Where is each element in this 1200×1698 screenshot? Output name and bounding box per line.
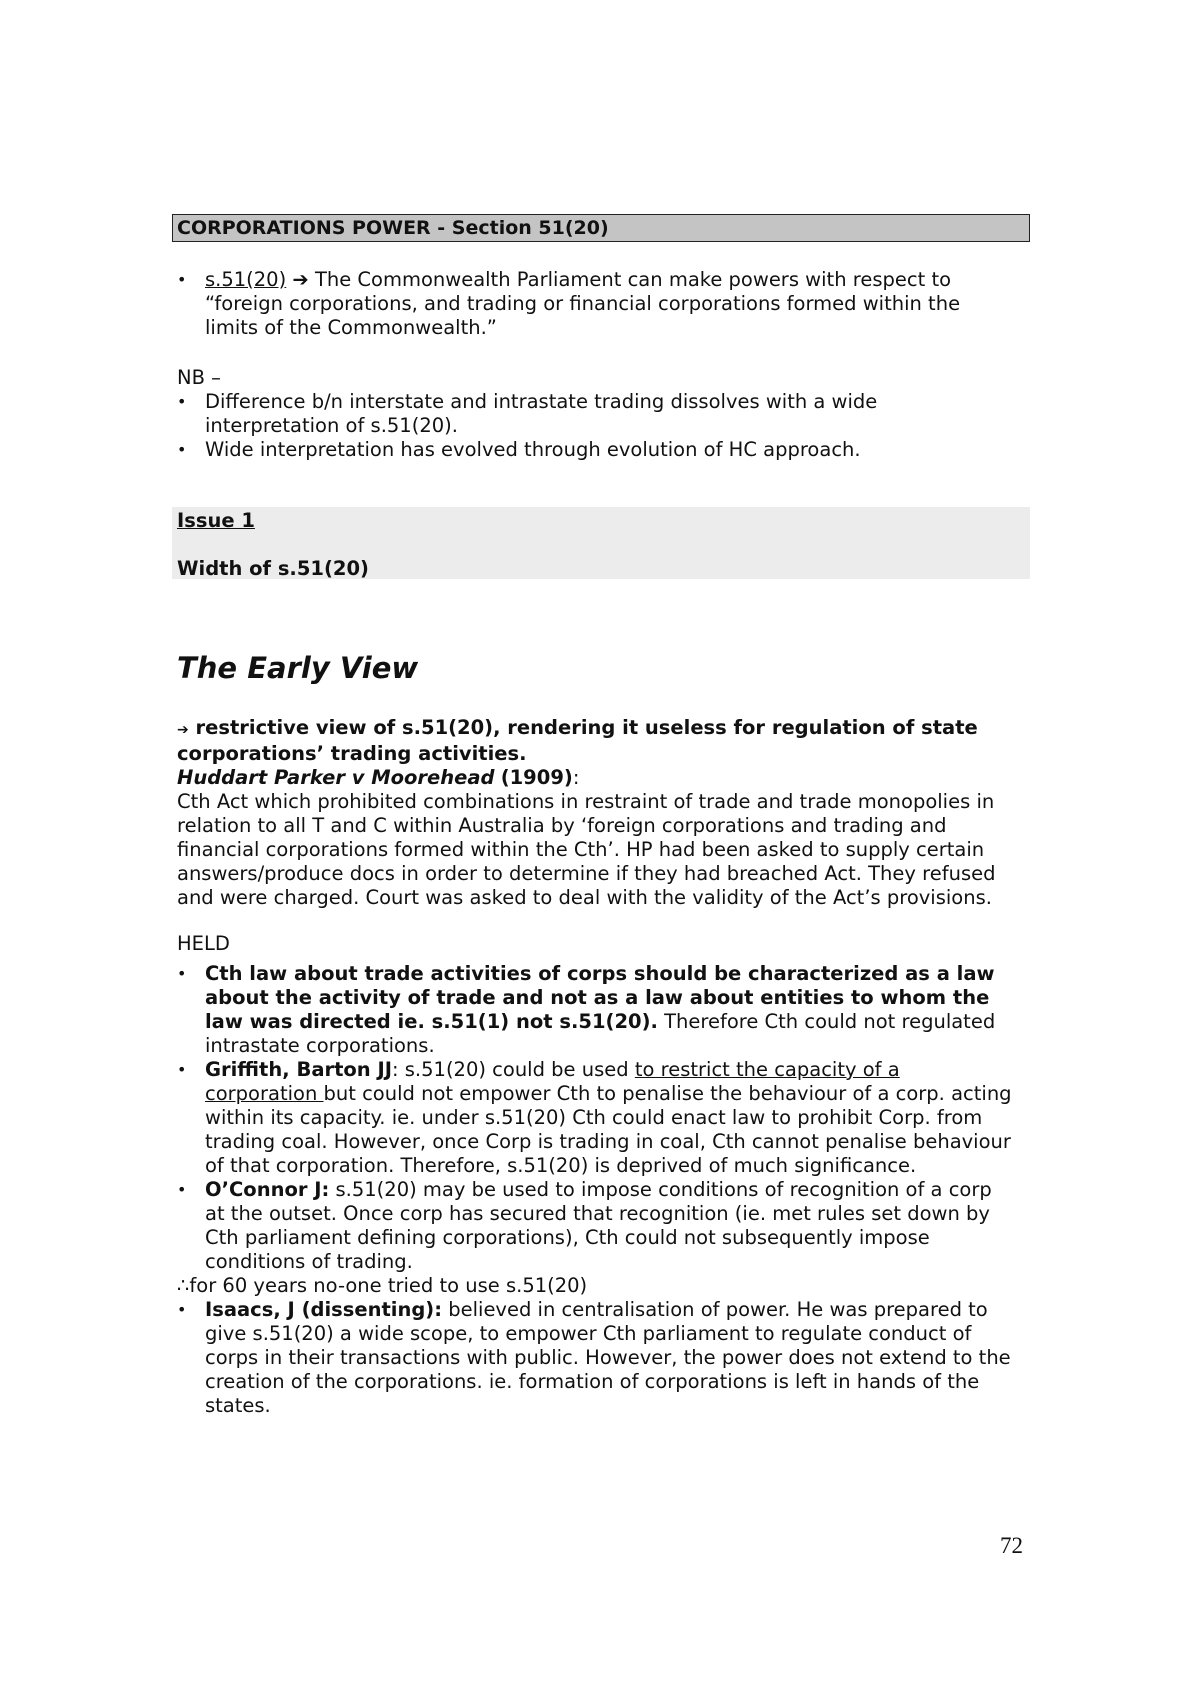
held-text: conditions of trading. [205, 1250, 413, 1273]
arrow-icon: ➔ [177, 722, 189, 738]
held-text: creation of the corporations. ie. formation of corporations is left in hands of the [205, 1370, 980, 1393]
held-text: s.51(20) may be used to impose conditions of recognition of a corp [329, 1178, 992, 1201]
nb-label: NB – [177, 366, 221, 389]
held-item [177, 1298, 1037, 1418]
lead-line: corporations’ trading activities. [177, 742, 527, 765]
held-text: Therefore Cth could not regulated [657, 1010, 996, 1033]
intro-text: The Commonwealth Parliament can make powers with respect to [314, 268, 952, 291]
early-view-heading: The Early View [177, 651, 419, 685]
held-item [177, 1178, 1037, 1274]
held-item [177, 962, 1037, 1058]
held-text: corps in their transactions with public. However, the power does not extend to the [205, 1346, 1011, 1369]
held-text: believed in centralisation of power. He was prepared to [442, 1298, 988, 1321]
therefore-line: ∴for 60 years no-one tried to use s.51(20) [177, 1274, 588, 1297]
arrow-icon: ➔ [292, 268, 309, 291]
facts-line: financial corporations formed within the Cth’. HP had been asked to supply certain [177, 838, 985, 861]
lead-text [177, 716, 1037, 766]
section-ref: s.51(20) [205, 268, 287, 291]
held-text: about the activity of trade and not as a law about entities to whom the [205, 986, 990, 1009]
issue-label: Issue 1 [177, 509, 255, 532]
case-heading [177, 766, 1037, 790]
held-text: but could not empower Cth to penalise the behaviour of a corp. acting [323, 1082, 1012, 1105]
held-text: trading coal. However, once Corp is trading in coal, Cth cannot penalise behaviour [205, 1130, 1011, 1153]
nb-item-text: interpretation of s.51(20). [205, 414, 458, 437]
case-name: Huddart Parker v Moorehead [177, 766, 495, 789]
held-text: intrastate corporations. [205, 1034, 435, 1057]
held-underlined: corporation [205, 1082, 324, 1105]
section-title: CORPORATIONS POWER - Section 51(20) [177, 217, 609, 239]
held-text: states. [205, 1394, 271, 1417]
held-text: give s.51(20) a wide scope, to empower Cth parliament to regulate conduct of [205, 1322, 972, 1345]
facts-line: answers/produce docs in order to determine if they had breached Act. They refused [177, 862, 996, 885]
case-colon: : [572, 766, 580, 789]
nb-item [177, 438, 1037, 462]
nb-item-text: Difference b/n interstate and intrastate trading dissolves with a wide [205, 390, 878, 413]
held-block [177, 932, 1037, 1418]
facts-line: and were charged. Court was asked to deal with the validity of the Act’s provisions. [177, 886, 992, 909]
section-title-box [172, 214, 1030, 242]
facts-line: relation to all T and C within Australia by ‘foreign corporations and trading and [177, 814, 947, 837]
held-text: : s.51(20) could be used [392, 1058, 635, 1081]
held-text: law was directed ie. s.51(1) not s.51(20). [205, 1010, 658, 1033]
held-underlined: to restrict the capacity of a [634, 1058, 900, 1081]
case-facts [177, 790, 1037, 910]
nb-item-text: Wide interpretation has evolved through evolution of HC approach. [205, 438, 861, 461]
issue-title: Width of s.51(20) [177, 557, 369, 580]
held-item [177, 1058, 1037, 1178]
page-number: 72 [1000, 1533, 1023, 1558]
facts-line: Cth Act which prohibited combinations in restraint of trade and trade monopolies in [177, 790, 995, 813]
held-text: of that corporation. Therefore, s.51(20) is deprived of much significance. [205, 1154, 917, 1177]
intro-bullet [177, 268, 1037, 340]
held-text: Cth parliament defining corporations), Cth could not subsequently impose [205, 1226, 930, 1249]
judge-name: O’Connor J: [205, 1178, 330, 1201]
held-label: HELD [177, 932, 230, 955]
early-view-body [177, 716, 1037, 910]
held-text: Cth law about trade activities of corps should be characterized as a law [205, 962, 995, 985]
intro-line3: limits of the Commonwealth.” [205, 316, 497, 339]
judge-name: Isaacs, J (dissenting): [205, 1298, 443, 1321]
held-text: at the outset. Once corp has secured that recognition (ie. met rules set down by [205, 1202, 990, 1225]
nb-item [177, 390, 1037, 438]
judge-name: Griffith, Barton JJ [205, 1058, 392, 1081]
nb-block [177, 366, 1037, 462]
lead-line: restrictive view of s.51(20), rendering it useless for regulation of state [195, 716, 978, 739]
intro-line2: “foreign corporations, and trading or financial corporations formed within the [205, 292, 961, 315]
held-text: within its capacity. ie. under s.51(20) Cth could enact law to prohibit Corp. from [205, 1106, 983, 1129]
intro-block [177, 268, 1037, 340]
case-year: (1909) [500, 766, 573, 789]
